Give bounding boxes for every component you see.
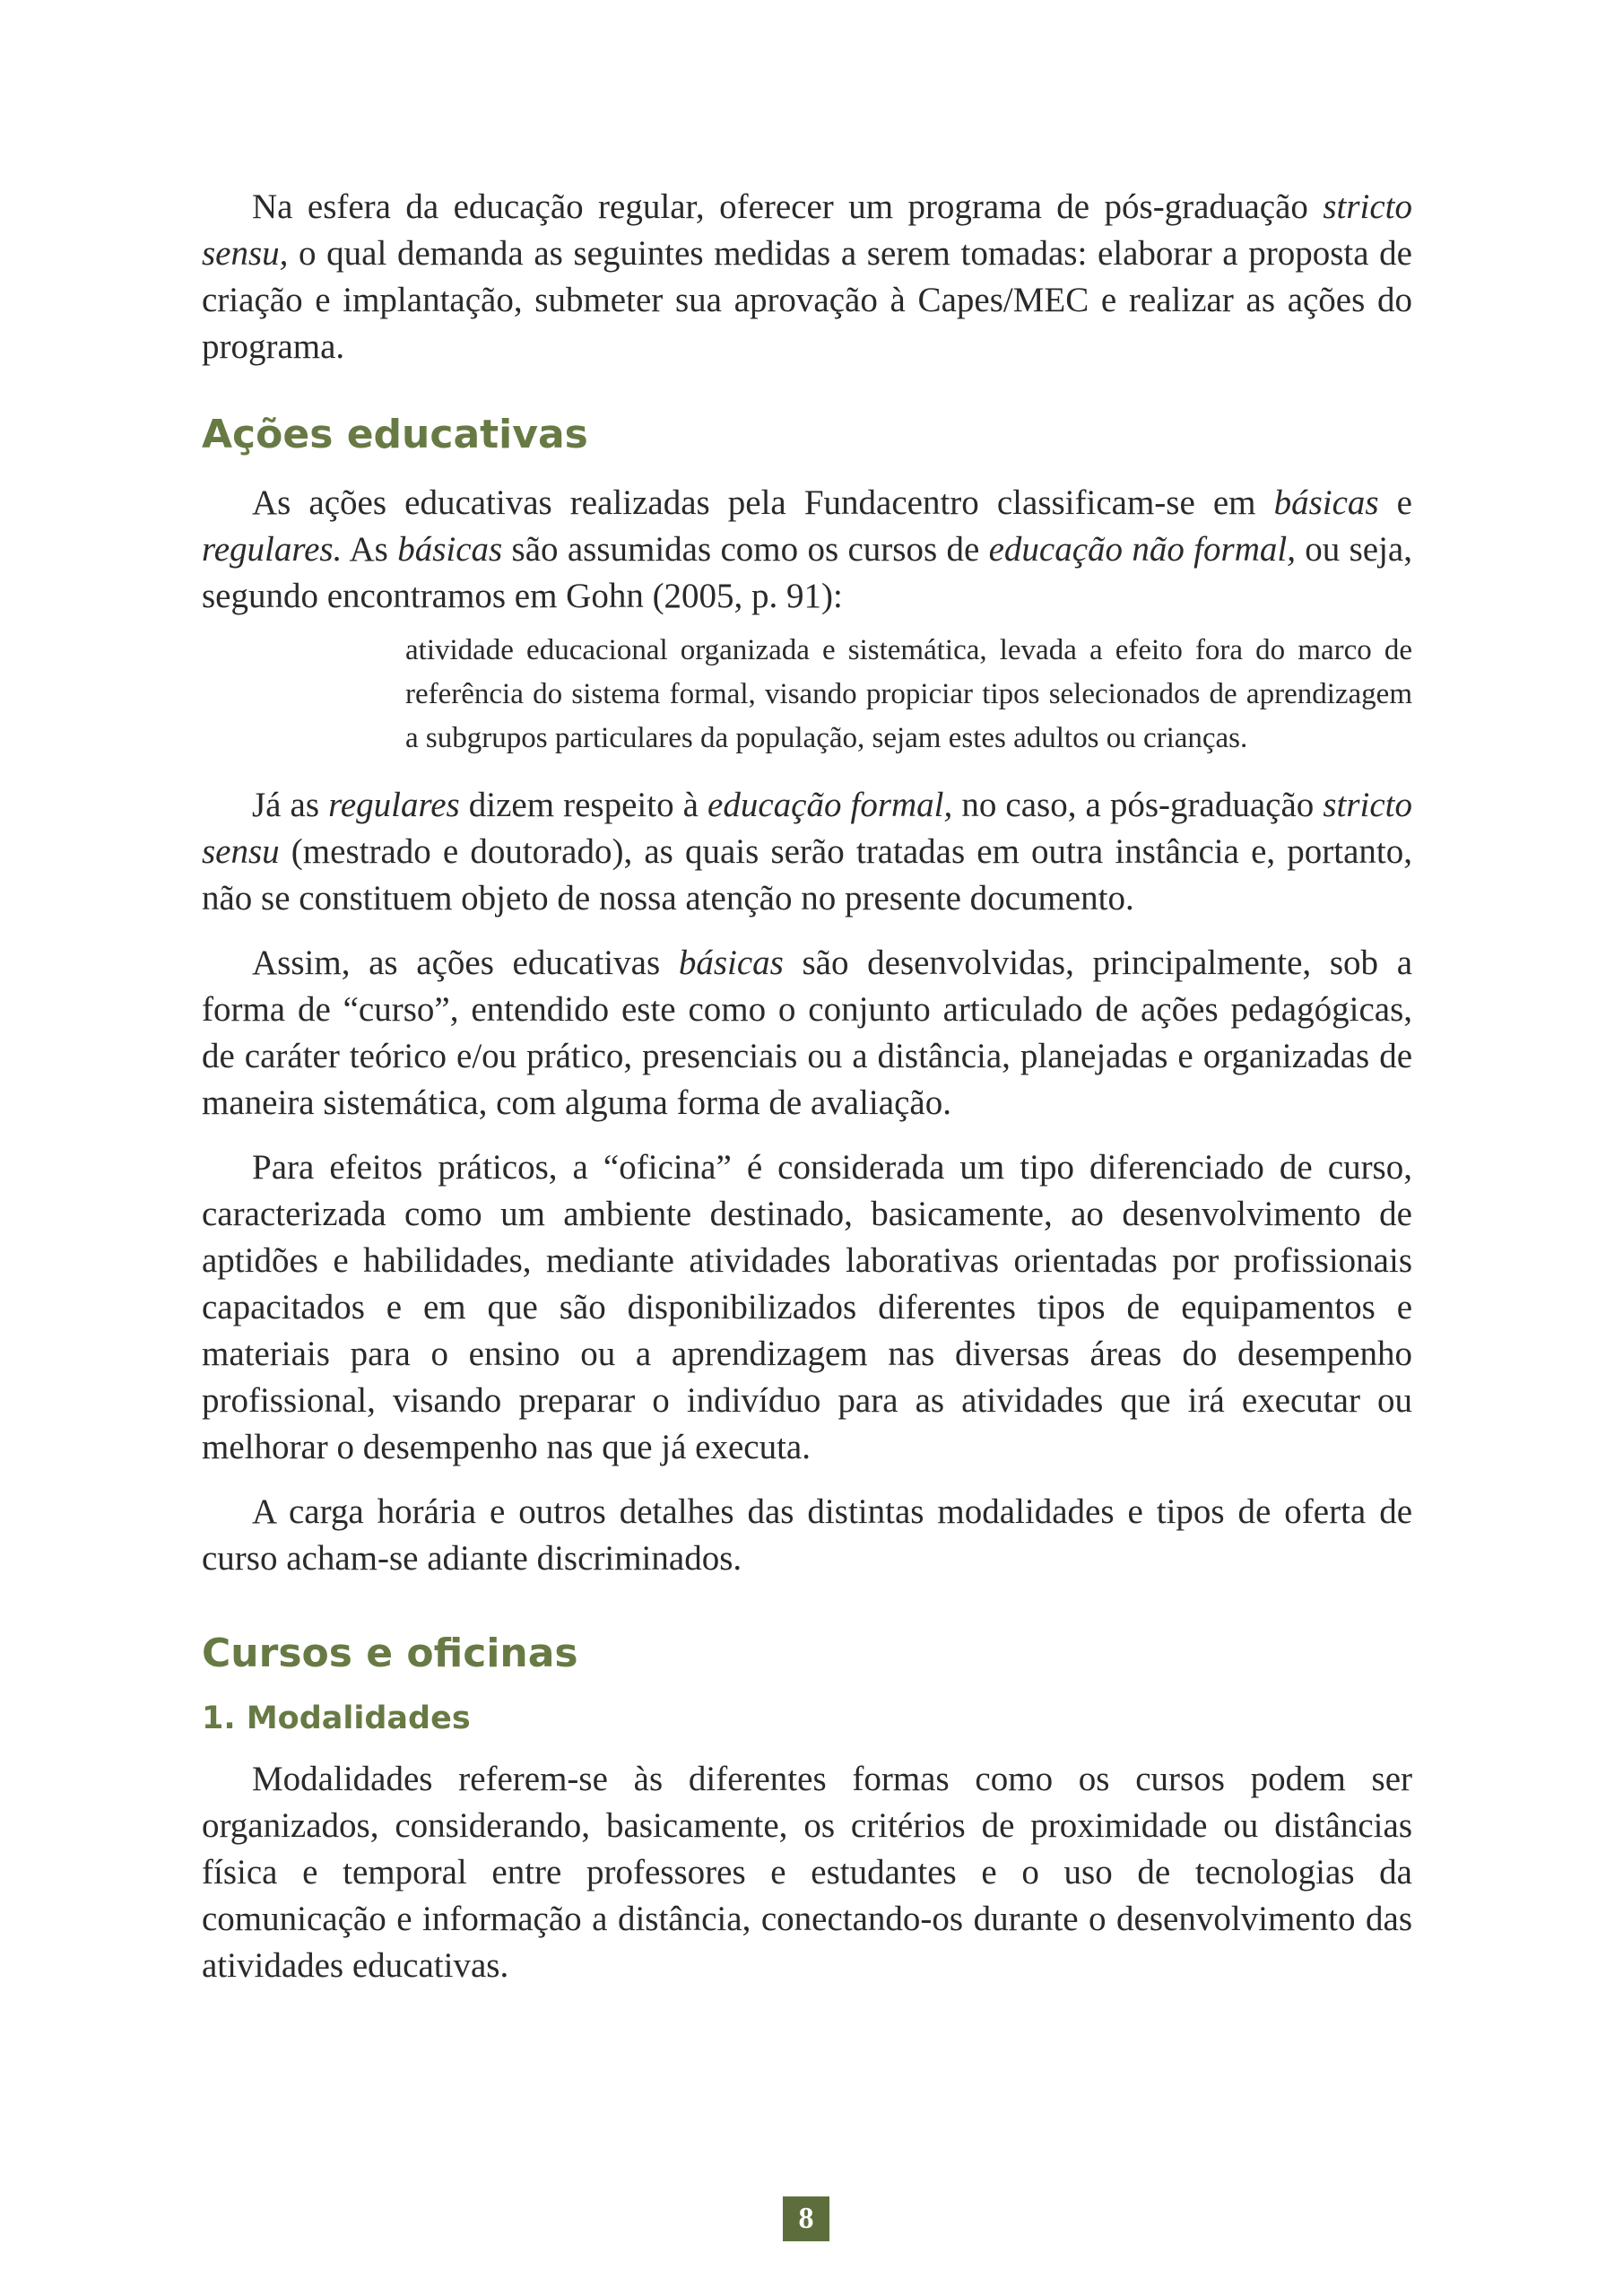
paragraph-acoes-basicas: Assim, as ações educativas básicas são desenvolvidas, principalmente, sob a forma de “curso”, entendido este como o conjunto articulado de ações pedagógicas, de caráter teórico e/ou prático, presenciais ou a distância, planejadas e organizadas de maneira sistemática, com alguma forma de avaliação. (202, 944, 1412, 1122)
page-number-badge: 8 (783, 2196, 829, 2241)
heading-acoes-educativas: Ações educativas (202, 412, 588, 457)
document-body (202, 184, 1412, 1989)
paragraph-oficina: Para efeitos práticos, a “oficina” é considerada um tipo diferenciado de curso, caracterizada como um ambiente destinado, basicamente, ao desenvolvimento de aptidões e habilidades, mediante atividades laborativas orientadas por profissionais capacitados e em que são disponibilizados diferentes tipos de equipamentos e materiais para o ensino ou a aprendizagem nas diversas áreas do desempenho profissional, visando preparar o indivíduo para as atividades que irá executar ou melhorar o desempenho nas que já executa. (202, 1148, 1412, 1466)
paragraph-acoes-classificacao: As ações educativas realizadas pela Fundacentro classificam-se em básicas e regulares. As básicas são assumidas como os cursos de educação não formal, ou seja, segundo encontramos em Gohn (2005, p. 91): (202, 483, 1412, 615)
paragraph-modalidades: Modalidades referem-se às diferentes formas como os cursos podem ser organizados, considerando, basicamente, os critérios de proximidade ou distâncias física e temporal entre professores e estudantes e o uso de tecnologias da comunicação e informação a distância, conectando-os durante o desenvolvimento das atividades educativas. (202, 1760, 1412, 1985)
heading-cursos-oficinas: Cursos e oficinas (202, 1631, 578, 1676)
paragraph-carga-horaria: A carga horária e outros detalhes das distintas modalidades e tipos de oferta de curso acham-se adiante discriminados. (202, 1492, 1412, 1578)
paragraph-pos-graduacao: Na esfera da educação regular, oferecer um programa de pós-graduação stricto sensu, o qual demanda as seguintes medidas a serem tomadas: elaborar a proposta de criação e implantação, submeter sua aprovação à Capes/MEC e realizar as ações do programa. (202, 187, 1412, 366)
subheading-modalidades: 1. Modalidades (202, 1700, 471, 1736)
paragraph-regulares: Já as regulares dizem respeito à educação formal, no caso, a pós-graduação stricto sensu (mestrado e doutorado), as quais serão tratadas em outra instância e, portanto, não se constituem objeto de nossa atenção no presente documento. (202, 786, 1413, 918)
block-quote-gohn: atividade educacional organizada e sistemática, levada a efeito fora do marco de referência do sistema formal, visando propiciar tipos selecionados de aprendizagem a subgrupos particulares da população, sejam estes adultos ou crianças. (405, 634, 1412, 754)
